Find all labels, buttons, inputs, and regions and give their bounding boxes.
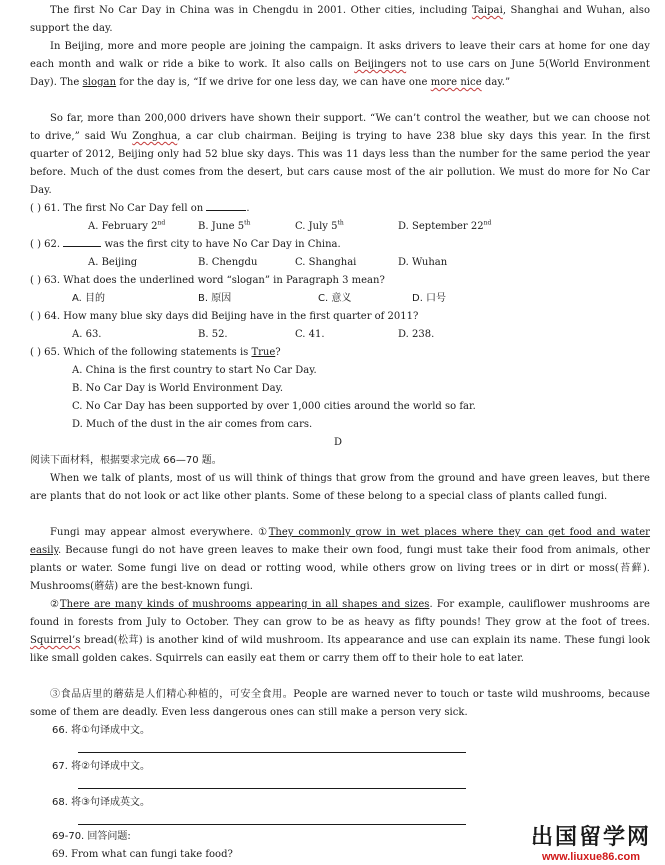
section-d-instruction: 阅读下面材料，根据要求完成 66—70 题。 (30, 455, 222, 466)
option-63-c: C. 意义 (318, 293, 352, 304)
watermark-text: 出国留学网 (530, 825, 651, 850)
underlined-sentence-1: They commonly grow in wet places where they can get food and water easily (30, 527, 651, 556)
spellcheck-word-taipai: Taipai (471, 5, 503, 16)
text-segment: for the day is, “If we drive for one less day, we can have one (116, 77, 431, 88)
passage-d-paragraph-4: ③食品店里的蘑菇是人们精心种植的，可安全食用。People are warned never to touch or taste wild mushrooms, because some of them are deadly. Even less dangerous ones can still make a person very sick. (30, 689, 650, 718)
underlined-sentence-2: There are many kinds of mushrooms appearing in all shapes and sizes (59, 599, 430, 610)
option-61-c: C. July 5th (295, 219, 344, 232)
option-62-c: C. Shanghai (295, 257, 357, 268)
option-64-a: A. 63. (72, 329, 102, 340)
question-69-70-heading: 69-70. 回答问题: (52, 831, 131, 842)
passage-c-paragraph-2 (30, 38, 650, 92)
underlined-word-slogan: slogan (82, 77, 117, 88)
text-segment: The first No Car Day in China was in Chengdu in 2001. Other cities, including (50, 5, 472, 16)
option-64-b: B. 52. (198, 329, 228, 340)
text-segment: So far, more than 200,000 drivers have shown their support. “We can’t control the weather, but we can choose not to drive,” said Wu (30, 113, 650, 142)
option-61-d: D. September 22nd (398, 219, 492, 232)
question-67: 67. 将②句译成中文。 (52, 761, 151, 772)
option-63-a: A. 目的 (72, 293, 106, 304)
section-d-heading: D (334, 437, 343, 448)
passage-d-paragraph-3: ②There are many kinds of mushrooms appearing in all shapes and sizes. For example, cauliflower mushrooms are found in forests from July to October. They can grow to be as heavy as fifty pounds! They grow at the foot of trees. Squirrel’s bread(松茸) is another kind of wild mushroom. Its appearance and use can explain its name. These fungi look like small golden cakes. Squirrels can easily eat them or carry them off to their hole to eat later. (30, 599, 650, 664)
option-61-b: B. June 5th (198, 219, 251, 232)
option-62-a: A. Beijing (88, 257, 138, 268)
question-63: ( ) 63. What does the underlined word “slogan” in Paragraph 3 mean? (30, 275, 385, 286)
passage-d-paragraph-2: Fungi may appear almost everywhere. ①They commonly grow in wet places where they can get food and water easily. Because fungi do not have green leaves to make their own food, fungi must take their food from animals, other plants or water. Some fungi live on dead or rotting wood, while others grow on living trees or in dirt or moss(苔藓). Mushrooms(蘑菇) are the best-known fungi. (30, 527, 651, 592)
text-segment: . (246, 203, 250, 214)
question-66: 66. 将①句译成中文。 (52, 725, 151, 736)
question-69: 69. From what can fungi take food? (52, 849, 233, 860)
watermark-logo (531, 825, 651, 863)
text-segment: In Beijing, more and more people are joining the campaign. It asks drivers to leave their cars at home for one day each month and walk or ride a bike to work. It also calls on (30, 41, 650, 70)
question-65: ( ) 65. Which of the following statements is True? (30, 347, 281, 358)
spellcheck-word-zonghua: Zonghua (132, 131, 178, 142)
option-65-c: C. No Car Day has been supported by over 1,000 cities around the world so far. (72, 401, 476, 412)
option-64-d: D. 238. (398, 329, 435, 340)
text-segment: , a car club chairman. Beijing is trying to have 238 blue sky days this year. In the first quarter of 2012, Beijing only had 52 blue sky days. This was 11 days less than the number for the same period the year before. Much of the dust comes from the desert, but cars cause most of the air pollution. We must do more for No Car Day. (30, 131, 651, 196)
answer-blank (206, 201, 246, 211)
underlined-word-true: True (251, 347, 276, 358)
option-65-b: B. No Car Day is World Environment Day. (72, 383, 284, 394)
question-62 (30, 236, 341, 254)
option-65-a: A. China is the first country to start No Car Day. (72, 365, 317, 376)
option-63-d: D. 口号 (412, 293, 447, 304)
question-stem: ( ) 61. The first No Car Day fell on (30, 203, 204, 214)
passage-c-paragraph-3 (30, 110, 650, 200)
option-64-c: C. 41. (295, 329, 325, 340)
question-61 (30, 200, 250, 218)
passage-c-paragraph-1 (30, 2, 650, 38)
option-63-b: B. 原因 (198, 293, 232, 304)
spellcheck-word-squirrel: Squirrel’s (30, 635, 81, 646)
option-65-d: D. Much of the dust in the air comes from cars. (72, 419, 313, 430)
text-segment: not to use cars on June 5(World Environment Day). The (30, 59, 650, 88)
text-segment: day.” (481, 77, 511, 88)
answer-line-66[interactable] (78, 752, 466, 753)
spellcheck-word-beijingers: Beijingers (354, 59, 407, 70)
question-64: ( ) 64. How many blue sky days did Beijing have in the first quarter of 2011? (30, 311, 419, 322)
question-number: ( ) 62. (30, 239, 61, 250)
option-62-b: B. Chengdu (198, 257, 258, 268)
passage-d-paragraph-1: When we talk of plants, most of us will think of things that grow from the ground and have green leaves, but there are plants that do not look or act like other plants. Some of these belong to a special class of plants called fungi. (30, 473, 650, 502)
spellcheck-word-more-nice: more nice (430, 77, 482, 88)
option-61-a: A. February 2nd (88, 219, 166, 232)
watermark-url: www.liuxue86.com (541, 851, 640, 863)
answer-blank (63, 237, 101, 247)
answer-line-68[interactable] (78, 824, 466, 825)
option-62-d: D. Wuhan (398, 257, 448, 268)
question-68: 68. 将③句译成英文。 (52, 797, 151, 808)
answer-line-67[interactable] (78, 788, 466, 789)
question-stem: was the first city to have No Car Day in China. (104, 239, 341, 250)
text-segment: , Shanghai and Wuhan, also support the day. (30, 5, 651, 34)
